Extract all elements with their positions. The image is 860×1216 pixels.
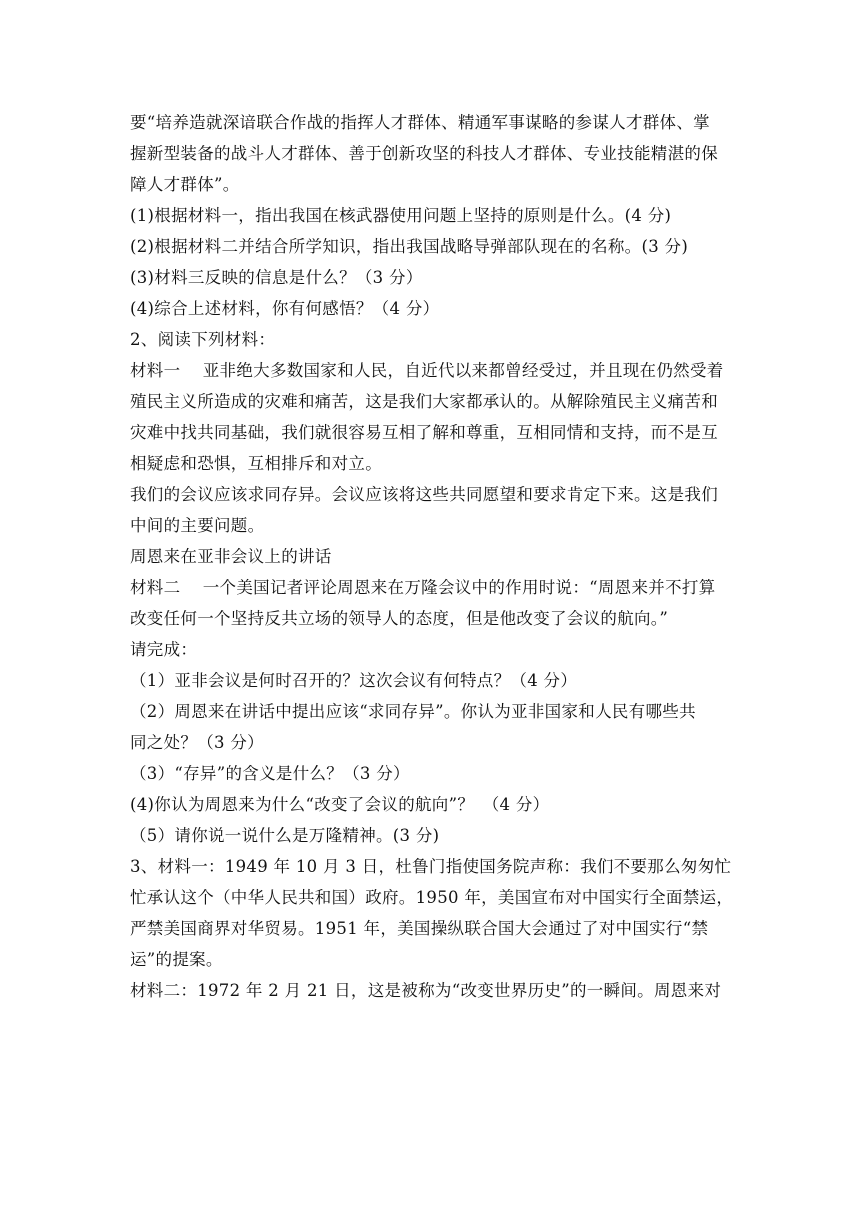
material-one-line: 相疑虑和恐惧，互相排斥和对立。 (130, 454, 382, 473)
text-line: 要“培养造就深谙联合作战的指挥人才群体、精通军事谋略的参谋人才群体、掌 (130, 113, 710, 132)
material-one-line: 材料一 亚非绝大多数国家和人民，自近代以来都曾经受过，并且现在仍然受着 (130, 361, 724, 380)
question-1-2: (2)根据材料二并结合所学知识，指出我国战略导弹部队现在的名称。(3 分) (130, 237, 689, 256)
question-1-3: (3)材料三反映的信息是什么？（3 分） (130, 268, 423, 287)
question-2-4: (4)你认为周恩来为什么“改变了会议的航向”？ （4 分） (130, 795, 550, 814)
material-one-line: 灾难中找共同基础，我们就很容易互相了解和尊重，互相同情和支持，而不是互 (130, 423, 718, 442)
instructions-label: 请完成： (130, 640, 198, 659)
text-line: 障人才群体”。 (130, 175, 240, 194)
section-3-material-two: 材料二：1972 年 2 月 21 日，这是被称为“改变世界历史”的一瞬间。周恩来对 (130, 981, 722, 1000)
material-one-line: 我们的会议应该求同存异。会议应该将这些共同愿望和要求肯定下来。这是我们 (130, 485, 718, 504)
question-1-4: (4)综合上述材料，你有何感悟？（4 分） (130, 299, 440, 318)
question-2-5: （5）请你说一说什么是万隆精神。(3 分) (130, 826, 440, 845)
material-two-line: 改变任何一个坚持反共立场的领导人的态度，但是他改变了会议的航向。” (130, 609, 669, 628)
material-one-line: 殖民主义所造成的灾难和痛苦，这是我们大家都承认的。从解除殖民主义痛苦和 (130, 392, 718, 411)
material-one-source: 周恩来在亚非会议上的讲话 (130, 547, 332, 566)
section-2-heading: 2、阅读下列材料： (130, 330, 276, 349)
question-1-1: (1)根据材料一，指出我国在核武器使用问题上坚持的原则是什么。(4 分) (130, 206, 672, 225)
question-2-3: （3）“存异”的含义是什么？（3 分） (130, 764, 410, 783)
document-body (130, 107, 734, 1006)
section-3-material-one: 运”的提案。 (130, 950, 223, 969)
section-3-material-one: 3、材料一：1949 年 10 月 3 日，杜鲁门指使国务院声称：我们不要那么匆匆忙 (130, 857, 732, 876)
question-2-1: （1）亚非会议是何时召开的？这次会议有何特点？（4 分） (130, 671, 578, 690)
text-line: 握新型装备的战斗人才群体、善于创新攻坚的科技人才群体、专业技能精湛的保 (130, 144, 718, 163)
question-2-2: （2）周恩来在讲话中提出应该“求同存异”。你认为亚非国家和人民有哪些共 (130, 702, 696, 721)
question-2-2-cont: 同之处？（3 分） (130, 733, 264, 752)
section-3-material-one: 忙承认这个（中华人民共和国）政府。1950 年，美国宣布对中国实行全面禁运， (130, 888, 734, 907)
material-one-line: 中间的主要问题。 (130, 516, 265, 535)
section-3-material-one: 严禁美国商界对华贸易。1951 年，美国操纵联合国大会通过了对中国实行“禁 (130, 919, 709, 938)
material-two-line: 材料二 一个美国记者评论周恩来在万隆会议中的作用时说：“周恩来并不打算 (130, 578, 716, 597)
